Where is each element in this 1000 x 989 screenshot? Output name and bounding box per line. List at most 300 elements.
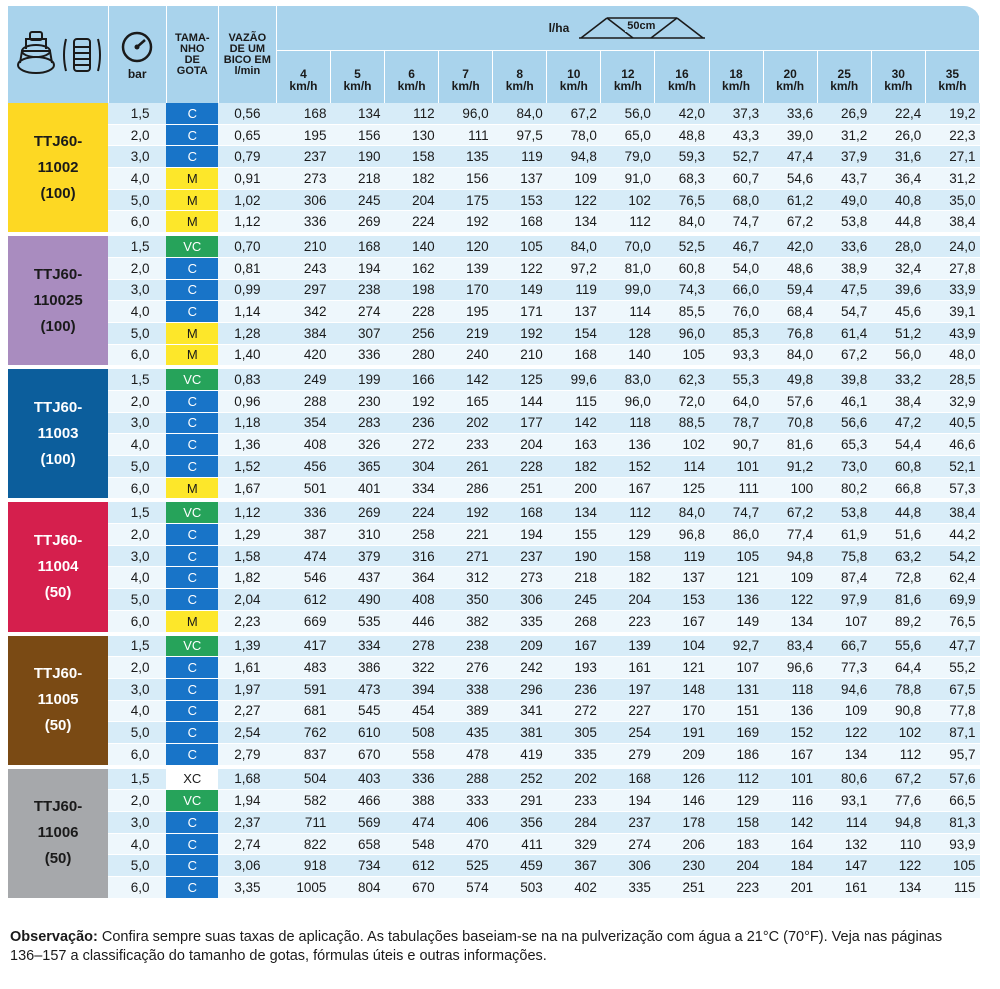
rate-cell: 33,9: [925, 279, 979, 301]
rate-cell: 70,8: [763, 412, 817, 434]
rate-cell: 356: [493, 812, 547, 834]
rate-cell: 74,7: [709, 211, 763, 234]
rate-cell: 62,3: [655, 367, 709, 390]
rate-cell: 128: [601, 322, 655, 344]
rate-cell: 77,4: [763, 524, 817, 546]
rate-cell: 96,6: [763, 657, 817, 679]
rate-cell: 76,5: [925, 610, 979, 633]
rate-cell: 99,6: [547, 367, 601, 390]
table-row: [8, 301, 980, 323]
rate-cell: 107: [709, 657, 763, 679]
rate-cell: 237: [276, 146, 330, 168]
rate-cell: 155: [547, 524, 601, 546]
rate-cell: 114: [655, 456, 709, 478]
rate-cell: 134: [330, 103, 384, 124]
table-row: [8, 812, 980, 834]
speed-value: 35: [945, 67, 960, 81]
rate-cell: 288: [439, 767, 493, 790]
flow-rate-cell: 1,36: [218, 434, 276, 456]
rate-cell: 456: [276, 456, 330, 478]
rate-cell: 56,6: [817, 412, 871, 434]
rate-cell: 401: [330, 477, 384, 500]
speed-unit: km/h: [667, 79, 696, 93]
rate-cell: 210: [276, 234, 330, 257]
rate-cell: 31,2: [817, 124, 871, 146]
rate-cell: 134: [763, 610, 817, 633]
droplet-size-cell: C: [166, 524, 218, 546]
table-row: [8, 610, 980, 633]
note-paragraph: [10, 928, 970, 966]
rate-cell: 26,9: [817, 103, 871, 124]
rate-cell: 118: [763, 678, 817, 700]
rate-cell: 22,4: [871, 103, 925, 124]
nozzle-qty: (100): [40, 317, 76, 335]
flow-rate-cell: 2,27: [218, 700, 276, 722]
pressure-cell: 1,5: [108, 634, 166, 657]
rate-cell: 546: [276, 567, 330, 589]
speed-header: [763, 51, 817, 104]
droplet-size-cell: M: [166, 344, 218, 367]
rate-cell: 65,0: [601, 124, 655, 146]
speed-header: [655, 51, 709, 104]
rate-cell: 68,0: [709, 189, 763, 211]
rate-cell: 273: [276, 168, 330, 190]
table-body: [8, 103, 980, 900]
rate-cell: 134: [547, 211, 601, 234]
rate-cell: 74,3: [655, 279, 709, 301]
rate-cell: 545: [330, 700, 384, 722]
nozzle-name: TTJ60-: [33, 265, 83, 283]
flow-rate-cell: 3,35: [218, 877, 276, 900]
rate-cell: 192: [439, 211, 493, 234]
flow-rate-cell: 0,96: [218, 390, 276, 412]
nozzle-model-cell: [8, 500, 108, 633]
rate-cell: 240: [439, 344, 493, 367]
rate-cell: 209: [655, 743, 709, 766]
rate-cell: 57,3: [925, 477, 979, 500]
table-row: [8, 657, 980, 679]
rate-cell: 121: [709, 567, 763, 589]
rate-cell: 67,2: [817, 344, 871, 367]
rate-cell: 137: [655, 567, 709, 589]
speed-value: 5: [354, 67, 361, 81]
nozzle-name: TTJ60-: [33, 132, 83, 150]
rate-cell: 161: [601, 657, 655, 679]
rate-cell: 169: [709, 722, 763, 744]
rate-cell: 210: [493, 344, 547, 367]
table-row: [8, 545, 980, 567]
rate-cell: 56,0: [601, 103, 655, 124]
table-row: [8, 567, 980, 589]
nozzle-name: TTJ60-: [33, 798, 83, 816]
rate-cell: 102: [655, 434, 709, 456]
rate-cell: 470: [439, 833, 493, 855]
rate-cell: 67,5: [925, 678, 979, 700]
nozzle-table-wrapper: [8, 6, 980, 902]
rate-cell: 474: [385, 812, 439, 834]
rate-cell: 251: [493, 477, 547, 500]
rate-cell: 394: [385, 678, 439, 700]
rate-cell: 112: [871, 743, 925, 766]
rate-cell: 59,4: [763, 279, 817, 301]
table-row: [8, 524, 980, 546]
rate-cell: 291: [493, 790, 547, 812]
pressure-cell: 2,0: [108, 524, 166, 546]
rate-cell: 612: [276, 589, 330, 611]
rate-cell: 78,8: [871, 678, 925, 700]
rate-cell: 80,6: [817, 767, 871, 790]
rate-cell: 56,0: [871, 344, 925, 367]
flow-rate-cell: 1,12: [218, 211, 276, 234]
rate-cell: 274: [330, 301, 384, 323]
rate-cell: 306: [276, 189, 330, 211]
table-row: [8, 367, 980, 390]
nozzle-icons-header: [8, 6, 108, 103]
rate-cell: 669: [276, 610, 330, 633]
rate-cell: 105: [925, 855, 979, 877]
rate-cell: 612: [385, 855, 439, 877]
rate-cell: 65,3: [817, 434, 871, 456]
rate-cell: 38,4: [925, 211, 979, 234]
rate-cell: 204: [709, 855, 763, 877]
rate-cell: 122: [763, 589, 817, 611]
rate-cell: 104: [655, 634, 709, 657]
flow-rate-cell: 1,97: [218, 678, 276, 700]
nozzle-qty: (100): [40, 450, 76, 468]
rate-cell: 136: [709, 589, 763, 611]
rate-cell: 411: [493, 833, 547, 855]
rate-cell: 84,0: [547, 234, 601, 257]
application-rate-table: [8, 6, 980, 902]
rate-cell: 54,4: [871, 434, 925, 456]
rate-cell: 116: [763, 790, 817, 812]
rate-cell: 227: [601, 700, 655, 722]
table-row: [8, 456, 980, 478]
rate-cell: 204: [493, 434, 547, 456]
rate-cell: 168: [493, 500, 547, 523]
rate-cell: 63,2: [871, 545, 925, 567]
rate-cell: 1005: [276, 877, 330, 900]
rate-cell: 134: [871, 877, 925, 900]
droplet-size-cell: C: [166, 567, 218, 589]
pressure-cell: 4,0: [108, 301, 166, 323]
rate-cell: 224: [385, 211, 439, 234]
pressure-cell: 2,0: [108, 124, 166, 146]
pressure-cell: 5,0: [108, 456, 166, 478]
rate-cell: 221: [439, 524, 493, 546]
rate-cell: 153: [493, 189, 547, 211]
rate-cell: 322: [385, 657, 439, 679]
rate-cell: 119: [493, 146, 547, 168]
rate-cell: 224: [385, 500, 439, 523]
rate-cell: 316: [385, 545, 439, 567]
rate-cell: 39,8: [817, 367, 871, 390]
flow-rate-cell: 0,99: [218, 279, 276, 301]
rate-cell: 43,9: [925, 322, 979, 344]
rate-cell: 419: [493, 743, 547, 766]
speed-header: [925, 51, 979, 104]
rate-cell: 86,0: [709, 524, 763, 546]
pressure-gauge-icon: [120, 30, 154, 64]
flow-rate-cell: 0,83: [218, 367, 276, 390]
rate-cell: 202: [547, 767, 601, 790]
table-row: [8, 434, 980, 456]
rate-cell: 670: [330, 743, 384, 766]
rate-cell: 198: [385, 279, 439, 301]
speed-value: 20: [783, 67, 797, 81]
pressure-cell: 5,0: [108, 855, 166, 877]
rate-cell: 48,0: [925, 344, 979, 367]
rate-cell: 125: [655, 477, 709, 500]
rate-cell: 77,3: [817, 657, 871, 679]
rate-cell: 101: [763, 767, 817, 790]
rate-cell: 77,8: [925, 700, 979, 722]
rate-cell: 81,0: [601, 257, 655, 279]
rate-cell: 134: [817, 743, 871, 766]
rate-cell: 33,2: [871, 367, 925, 390]
rate-cell: 242: [493, 657, 547, 679]
rate-cell: 154: [547, 322, 601, 344]
pressure-cell: 2,0: [108, 790, 166, 812]
rate-cell: 94,6: [817, 678, 871, 700]
rate-cell: 258: [385, 524, 439, 546]
rate-cell: 163: [547, 434, 601, 456]
rate-cell: 67,2: [547, 103, 601, 124]
flow-rate-cell: 0,65: [218, 124, 276, 146]
rate-cell: 84,0: [763, 344, 817, 367]
flow-rate-cell: 1,39: [218, 634, 276, 657]
rate-cell: 168: [547, 344, 601, 367]
rate-cell: 140: [601, 344, 655, 367]
lha-label: l/ha: [548, 20, 570, 35]
rate-cell: 569: [330, 812, 384, 834]
pressure-cell: 6,0: [108, 743, 166, 766]
rate-cell: 70,0: [601, 234, 655, 257]
rate-cell: 74,7: [709, 500, 763, 523]
rate-cell: 454: [385, 700, 439, 722]
rate-cell: 310: [330, 524, 384, 546]
rate-cell: 402: [547, 877, 601, 900]
nozzle-model-cell: [8, 767, 108, 900]
pressure-cell: 3,0: [108, 545, 166, 567]
speed-header: [871, 51, 925, 104]
rate-cell: 204: [385, 189, 439, 211]
rate-cell: 336: [385, 767, 439, 790]
rate-cell: 57,6: [925, 767, 979, 790]
rate-cell: 408: [385, 589, 439, 611]
rate-cell: 99,0: [601, 279, 655, 301]
rate-cell: 354: [276, 412, 330, 434]
droplet-size-header: [166, 6, 218, 103]
rate-cell: 47,5: [817, 279, 871, 301]
pressure-cell: 6,0: [108, 344, 166, 367]
droplet-size-cell: C: [166, 743, 218, 766]
droplet-size-cell: C: [166, 855, 218, 877]
rate-cell: 501: [276, 477, 330, 500]
rate-cell: 218: [547, 567, 601, 589]
droplet-size-cell: C: [166, 103, 218, 124]
table-row: [8, 124, 980, 146]
table-row: [8, 211, 980, 234]
flow-rate-label: VAZÃO DE UM BICO EM l/min: [223, 31, 271, 77]
rate-cell: 504: [276, 767, 330, 790]
droplet-size-cell: C: [166, 456, 218, 478]
rate-cell: 139: [439, 257, 493, 279]
speed-value: 10: [567, 67, 581, 81]
rate-cell: 236: [385, 412, 439, 434]
rate-cell: 76,5: [655, 189, 709, 211]
rate-cell: 437: [330, 567, 384, 589]
nozzle-qty: (100): [40, 184, 76, 202]
rate-cell: 27,1: [925, 146, 979, 168]
speed-value: 18: [729, 67, 743, 81]
rate-cell: 75,8: [817, 545, 871, 567]
rate-cell: 223: [601, 610, 655, 633]
rate-cell: 387: [276, 524, 330, 546]
rate-cell: 68,3: [655, 168, 709, 190]
rate-cell: 55,6: [871, 634, 925, 657]
rate-cell: 478: [439, 743, 493, 766]
rate-cell: 42,0: [763, 234, 817, 257]
rate-cell: 146: [655, 790, 709, 812]
rate-cell: 96,0: [655, 322, 709, 344]
droplet-size-cell: C: [166, 301, 218, 323]
rate-cell: 105: [709, 545, 763, 567]
rate-cell: 87,4: [817, 567, 871, 589]
rate-cell: 39,1: [925, 301, 979, 323]
pressure-cell: 4,0: [108, 434, 166, 456]
rate-cell: 59,3: [655, 146, 709, 168]
rate-cell: 97,2: [547, 257, 601, 279]
rate-cell: 38,9: [817, 257, 871, 279]
rate-cell: 126: [655, 767, 709, 790]
pressure-cell: 3,0: [108, 812, 166, 834]
nozzle-name: TTJ60-: [33, 531, 83, 549]
rate-cell: 83,4: [763, 634, 817, 657]
rate-cell: 168: [330, 234, 384, 257]
rate-cell: 43,3: [709, 124, 763, 146]
speed-header: [439, 51, 493, 104]
rate-cell: 279: [601, 743, 655, 766]
flow-rate-cell: 0,91: [218, 168, 276, 190]
rate-cell: 199: [330, 367, 384, 390]
speed-value: 7: [462, 67, 469, 81]
rate-cell: 90,7: [709, 434, 763, 456]
rate-cell: 272: [547, 700, 601, 722]
droplet-size-cell: C: [166, 877, 218, 900]
nozzle-qty: (50): [44, 850, 72, 868]
table-row: [8, 790, 980, 812]
rate-cell: 261: [439, 456, 493, 478]
rate-cell: 94,8: [547, 146, 601, 168]
rate-cell: 22,3: [925, 124, 979, 146]
flow-rate-cell: 0,70: [218, 234, 276, 257]
rate-cell: 85,3: [709, 322, 763, 344]
rate-cell: 273: [493, 567, 547, 589]
rate-cell: 268: [547, 610, 601, 633]
rate-cell: 47,2: [871, 412, 925, 434]
rate-cell: 111: [709, 477, 763, 500]
rate-cell: 379: [330, 545, 384, 567]
rate-cell: 66,0: [709, 279, 763, 301]
rate-cell: 284: [547, 812, 601, 834]
rate-cell: 48,6: [763, 257, 817, 279]
rate-cell: 125: [493, 367, 547, 390]
droplet-size-cell: C: [166, 434, 218, 456]
rate-cell: 272: [385, 434, 439, 456]
rate-cell: 76,0: [709, 301, 763, 323]
pressure-cell: 3,0: [108, 279, 166, 301]
rate-cell: 39,0: [763, 124, 817, 146]
rate-cell: 27,8: [925, 257, 979, 279]
rate-cell: 182: [601, 567, 655, 589]
rate-cell: 342: [276, 301, 330, 323]
rate-cell: 102: [601, 189, 655, 211]
rate-cell: 306: [601, 855, 655, 877]
speed-header: [493, 51, 547, 104]
rate-cell: 110: [871, 833, 925, 855]
rate-cell: 66,8: [871, 477, 925, 500]
rate-cell: 51,6: [871, 524, 925, 546]
rate-cell: 209: [493, 634, 547, 657]
rate-cell: 40,5: [925, 412, 979, 434]
rate-cell: 182: [385, 168, 439, 190]
rate-cell: 341: [493, 700, 547, 722]
application-rate-header: [276, 6, 979, 51]
rate-cell: 112: [601, 211, 655, 234]
spacing-diagram: [577, 14, 707, 42]
speed-header: [276, 51, 330, 104]
rate-cell: 164: [763, 833, 817, 855]
rate-cell: 62,4: [925, 567, 979, 589]
table-row: [8, 103, 980, 124]
rate-cell: 32,4: [871, 257, 925, 279]
rate-cell: 33,6: [817, 234, 871, 257]
rate-cell: 28,0: [871, 234, 925, 257]
speed-unit: km/h: [776, 79, 805, 93]
droplet-size-cell: C: [166, 722, 218, 744]
rate-cell: 136: [763, 700, 817, 722]
rate-cell: 230: [655, 855, 709, 877]
rate-cell: 525: [439, 855, 493, 877]
rate-cell: 92,7: [709, 634, 763, 657]
rate-cell: 79,0: [601, 146, 655, 168]
nozzle-qty: (50): [44, 717, 72, 735]
rate-cell: 681: [276, 700, 330, 722]
droplet-size-cell: M: [166, 189, 218, 211]
rate-cell: 61,4: [817, 322, 871, 344]
rate-cell: 466: [330, 790, 384, 812]
rate-cell: 66,5: [925, 790, 979, 812]
speed-unit: km/h: [613, 79, 642, 93]
speed-header: [601, 51, 655, 104]
pressure-cell: 6,0: [108, 477, 166, 500]
droplet-size-cell: XC: [166, 767, 218, 790]
rate-cell: 89,2: [871, 610, 925, 633]
rate-cell: 191: [655, 722, 709, 744]
rate-cell: 57,6: [763, 390, 817, 412]
rate-cell: 183: [709, 833, 763, 855]
rate-cell: 60,8: [655, 257, 709, 279]
table-row: [8, 146, 980, 168]
speed-header: [330, 51, 384, 104]
speed-value: 6: [408, 67, 415, 81]
rate-cell: 67,2: [763, 211, 817, 234]
droplet-size-cell: C: [166, 390, 218, 412]
rate-cell: 47,4: [763, 146, 817, 168]
rate-cell: 33,6: [763, 103, 817, 124]
rate-cell: 149: [709, 610, 763, 633]
